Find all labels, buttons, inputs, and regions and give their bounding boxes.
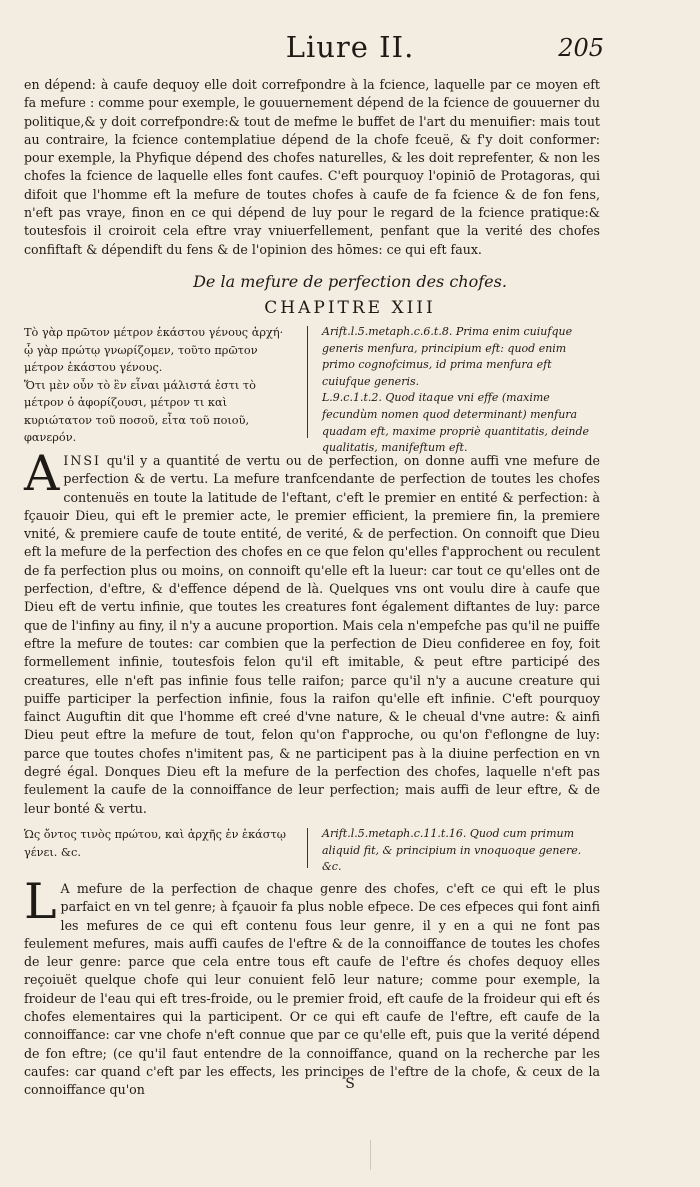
body-paragraph-3 <box>24 873 600 1100</box>
paragraph-3-text <box>24 873 600 1100</box>
latin-quote: Arift.l.5.metaph.c.6.t.8. Prima enim cuiufque generis menfura, principium eft: quod enim primo cognofcimus, id prima menfura eft cuiufque generis. <box>322 325 573 388</box>
paragraph-3-body: A mefure de la perfection de chaque genre des chofes, c'eft ce qui eft le plus parfaict en vn tel genre; à fçauoir fa plus noble efpece. De ces efpeces qui font ainfi les mefures de ce qui eft contenu fous leur genre, il y en a qui ne font pas feulement mefures, mais auffi caufes de l'eftre & de la connoiffance de toutes les chofes de leur genre: parce que cela entre tous eft caufe de l'eftre és chofes dequoy elles reçoiuët quelque chofe qui leur conuient felō leur nature; comme pour exemple, la froideur de l'eau qui eft tres-froide, ou le premier froid, eft caufe de la froideur qui eft és chofes elementaires qui la participent. Or ce qui eft caufe de l'eftre, eft caufe de la connoiffance: car vne chofe n'eft connue que par ce qu'elle eft, puis que la verité dépend de fon eftre; (ce qu'il faut entendre de la connoiffance, quand on la recherche par les caufes: car quand c'eft par les effects, les principes de l'eftre de la chofe, & ceux de la connoiffance qu'on <box>24 881 600 1098</box>
section-title: De la mefure de perfection des chofes. <box>193 272 507 291</box>
greek-quote: Τὸ γὰρ πρῶτον μέτρον ἑκάστου γένους ἀρχή· ᾧ γὰρ πρώτῳ γνωρίζομεν, τοῦτο πρῶτον μέτρον ἑκάστου γένους. <box>24 326 284 374</box>
latin-quote: Arift.l.5.metaph.c.11.t.16. Quod cum primum aliquid fit, & principium in vnoquoque genere. &c. <box>322 827 582 874</box>
latin-quote-column <box>322 324 600 457</box>
drop-cap: A <box>24 445 60 502</box>
top-paragraph <box>24 76 600 259</box>
page-crease <box>370 1140 371 1170</box>
greek-quote-column <box>24 826 292 861</box>
top-paragraph-text: en dépend: à caufe dequoy elle doit correfpondre à la fcience, laquelle par ce moyen eft fa mefure : comme pour exemple, le gouuernement dépend de la fcience de gouuerner du politique,& y doit correfpondre:& tout de mefme le buffet de l'art du menuifier: mais tout au contraire, la fcience contemplatiue dépend de la chofe fceuë, & f'y doit conformer: pour exemple, la Phyfique dépend des chofes naturelles, & les doit reprefenter, & non les chofes la fcience de laquelle elles font caufes. C'eft pourquoy l'opiniō de Protagoras, qui difoit que l'homme eft la mefure de toutes chofes à caufe de fa fcience & de fon fens, n'eft pas vraye, finon en ce qui dépend de luy pour le regard de la fcience pratique:& toutesfois il croiroit cela eftre vray vniuerfellement, penfant que la verité des chofes confiftaft & dépendift du fens & de l'opinion des hōmes: ce qui eft faux. <box>24 77 600 257</box>
latin-quote: L.9.c.1.t.2. Quod itaque vni effe (maxime fecundùm nomen quod determinant) menfura quadam eft, maxime propriè quantitatis, deinde qualitatis, manifeftum eft. <box>322 391 590 455</box>
citation-block-1 <box>24 324 600 455</box>
page-number: 205 <box>558 34 604 62</box>
greek-quote-column <box>24 324 292 447</box>
chapter-heading: CHAPITRE XIII <box>264 298 436 318</box>
paragraph-2-text <box>24 445 600 818</box>
body-paragraph-2 <box>24 445 600 818</box>
greek-quote: Ὅτι μὲν οὖν τὸ ἓν εἶναι μάλιστά ἐστι τὸ μέτρον ὁ ἀφορίζουσι, μέτρον τι καὶ κυριώτατον τοῦ ποσοῦ, εἶτα τοῦ ποιοῦ, φανερόν. <box>24 378 256 444</box>
signature-mark: S <box>345 1076 355 1092</box>
page-header <box>0 30 700 70</box>
column-divider <box>307 828 308 868</box>
citation-block-2 <box>24 826 600 874</box>
drop-cap: L <box>24 873 57 930</box>
latin-quote-column <box>322 826 600 876</box>
paragraph-2-body: qu'il y a quantité de vertu ou de perfection, on donne auffi vne mefure de perfection & de vertu. La mefure tranfcendante de perfection de toutes les chofes contenuës en toute la latitude de l'eftant, c'eft le premier en entité & perfection: à fçauoir Dieu, qui eft le premier acte, le premier efficient, la premiere fin, la premiere vnité, & premiere caufe de toute entité, de verité, & de perfection. On connoift que Dieu eft la mefure de la perfection des chofes en ce que felon qu'elles f'approchent ou reculent de fa perfection plus ou moins, on connoift qu'elle eft la lueur: car tout ce qu'elles ont de perfection, d'eftre, & d'effence dépend de là. Quelques vns ont voulu dire à caufe que Dieu eft de vertu infinie, que toutes les creatures font également diftantes de luy: parce que de l'infiny au finy, il n'y a aucune proportion. Mais cela n'empefche pas qu'il ne puiffe eftre la mefure de toutes: car combien que la perfection de Dieu confideree en foy, foit formellement infinie, toutesfois felon qu'il eft imitable, & peut eftre participé des creatures, elle n'eft pas infinie fous telle raifon; parce qu'il n'y a aucune creature qui puiffe participer la perfection infinie, fous la raifon qu'elle eft infinie. C'eft pourquoy fainct Auguftin dit que l'homme eft creé d'vne nature, & le cheual d'vne autre: & ainfi Dieu peut eftre la mefure de tout, felon qu'on f'approche, ou qu'on f'eflongne de luy: parce que toutes chofes n'imitent pas, & ne participent pas à la diuine perfection en vn degré égal. Donques Dieu eft la mefure de la perfection des chofes, laquelle n'eft pas feulement la caufe de la connoiffance de leur perfection; mais auffi de leur eftre, & de leur bonté & vertu. <box>24 453 600 816</box>
running-title: Liure II. <box>285 30 415 64</box>
column-divider <box>307 326 308 438</box>
lead-word: INSI <box>63 453 101 468</box>
greek-quote: Ὡς ὄντος τινὸς πρώτου, καὶ ἀρχῆς ἐν ἑκάστῳ γένει. &c. <box>24 828 286 859</box>
